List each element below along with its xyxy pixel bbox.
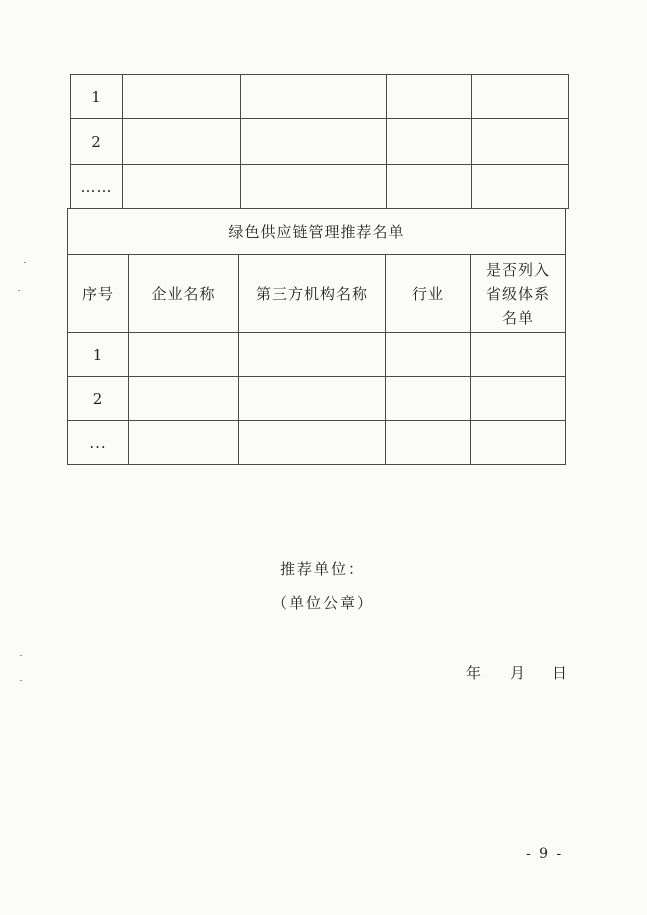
row-number: 2 bbox=[71, 119, 123, 165]
table-title: 绿色供应链管理推荐名单 bbox=[68, 209, 566, 255]
row-number: …… bbox=[71, 165, 123, 209]
row-number: 1 bbox=[71, 75, 123, 119]
scan-speck bbox=[18, 290, 20, 291]
recommendation-list-table bbox=[67, 208, 566, 465]
header-cell: 行业 bbox=[386, 255, 471, 333]
header-row bbox=[68, 255, 566, 333]
previous-list-table bbox=[70, 74, 569, 209]
date-month: 月 bbox=[510, 664, 528, 682]
row-number: ... bbox=[68, 421, 129, 465]
seal-label: （单位公章） bbox=[272, 594, 375, 612]
date-year: 年 bbox=[466, 664, 484, 682]
header-cell: 企业名称 bbox=[129, 255, 239, 333]
header-cell: 第三方机构名称 bbox=[239, 255, 386, 333]
table-row bbox=[68, 421, 566, 465]
table-row bbox=[71, 165, 569, 209]
date-day: 日 bbox=[552, 664, 570, 682]
scan-speck bbox=[24, 262, 26, 263]
row-number: 2 bbox=[68, 377, 129, 421]
table-row bbox=[68, 377, 566, 421]
page-number: - 9 - bbox=[526, 846, 564, 862]
table-row bbox=[68, 333, 566, 377]
table-row bbox=[71, 119, 569, 165]
scan-speck bbox=[20, 680, 22, 681]
header-cell: 序号 bbox=[68, 255, 129, 333]
header-cell: 是否列入省级体系名单 bbox=[471, 255, 566, 333]
scan-speck bbox=[20, 655, 22, 656]
row-number: 1 bbox=[68, 333, 129, 377]
table-row bbox=[71, 75, 569, 119]
recommend-unit-label: 推荐单位： bbox=[280, 560, 366, 578]
